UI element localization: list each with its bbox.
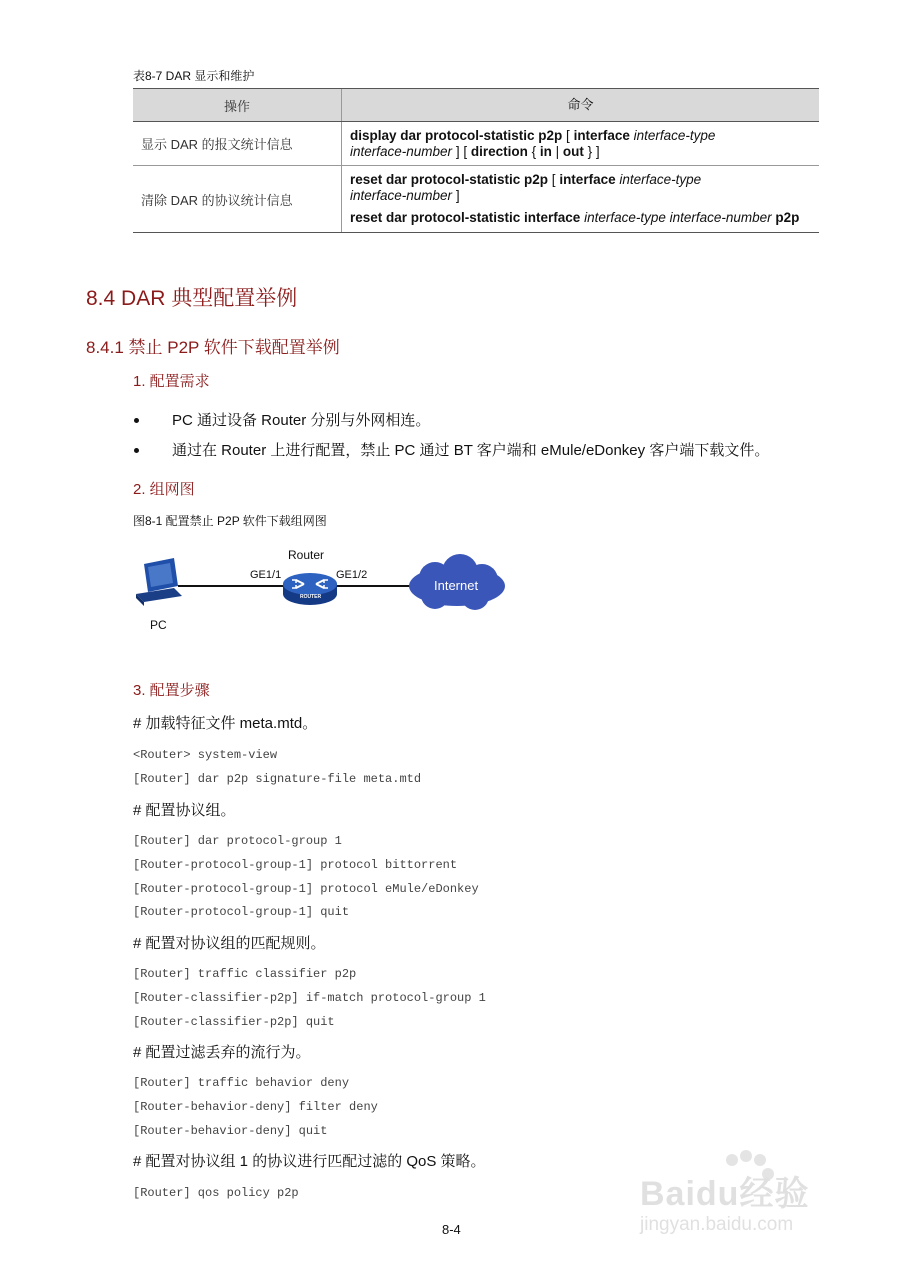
table-cell-operation: 显示 DAR 的报文统计信息	[133, 122, 342, 166]
steps-heading: 3. 配置步骤	[133, 682, 210, 699]
table-row	[133, 166, 819, 233]
command-line: interface-number ] [ direction { in | out } ]	[350, 143, 600, 159]
code-line: <Router> system-view	[133, 748, 278, 762]
code-line: [Router-protocol-group-1] quit	[133, 905, 350, 919]
command-line: display dar protocol-statistic p2p [ interface interface-type	[350, 127, 716, 143]
code-line: [Router] qos policy p2p	[133, 1186, 299, 1200]
subsection-title: 8.4.1 禁止 P2P 软件下载配置举例	[86, 338, 340, 357]
code-line: [Router] dar protocol-group 1	[133, 834, 342, 848]
table-cell-command	[342, 122, 820, 166]
table-cell-operation: 清除 DAR 的协议统计信息	[133, 166, 342, 233]
requirements-heading: 1. 配置需求	[133, 373, 210, 390]
code-line: [Router-classifier-p2p] if-match protocol-group 1	[133, 991, 486, 1005]
port-left-label: GE1/1	[250, 569, 282, 581]
table-row	[133, 122, 819, 166]
table-header-row	[133, 89, 819, 122]
command-line: reset dar protocol-statistic p2p [ interface interface-type	[350, 172, 702, 187]
requirement-item: 通过在 Router 上进行配置，禁止 PC 通过 BT 客户端和 eMule/eDonkey 客户端下载文件。	[172, 442, 770, 459]
bullet-dot	[134, 418, 139, 423]
router-badge: ROUTER	[300, 594, 322, 600]
step-comment: # 配置对协议组的匹配规则。	[133, 935, 326, 952]
step-comment: # 配置对协议组 1 的协议进行匹配过滤的 QoS 策略。	[133, 1153, 486, 1170]
pc-label: PC	[150, 618, 167, 632]
code-line: [Router-protocol-group-1] protocol eMule/eDonkey	[133, 882, 479, 896]
code-line: [Router-behavior-deny] quit	[133, 1124, 328, 1138]
command-table	[133, 88, 819, 233]
bullet-dot	[134, 448, 139, 453]
page-number: 8-4	[442, 1222, 461, 1237]
step-comment: # 配置过滤丢弃的流行为。	[133, 1044, 311, 1061]
figure-caption: 图8-1 配置禁止 P2P 软件下载组网图	[133, 514, 327, 528]
pc-icon	[136, 558, 182, 606]
code-line: [Router] dar p2p signature-file meta.mtd	[133, 772, 422, 786]
command-line: interface-number ]	[350, 188, 460, 203]
router-icon	[283, 573, 337, 605]
port-right-label: GE1/2	[336, 569, 368, 581]
code-line: [Router] traffic classifier p2p	[133, 967, 357, 981]
step-comment: # 配置协议组。	[133, 802, 236, 819]
code-line: [Router-classifier-p2p] quit	[133, 1015, 335, 1029]
code-line: [Router] traffic behavior deny	[133, 1076, 350, 1090]
table-cell-command	[342, 166, 820, 233]
table-header-operation: 操作	[133, 89, 342, 122]
requirement-item: PC 通过设备 Router 分别与外网相连。	[172, 412, 431, 429]
table-header-command: 命令	[342, 89, 820, 122]
network-heading: 2. 组网图	[133, 481, 195, 498]
step-comment: # 加载特征文件 meta.mtd。	[133, 715, 318, 732]
code-line: [Router-protocol-group-1] protocol bittorrent	[133, 858, 458, 872]
code-line: [Router-behavior-deny] filter deny	[133, 1100, 378, 1114]
table-caption: 表8-7 DAR 显示和维护	[133, 69, 255, 83]
router-label: Router	[288, 548, 325, 562]
watermark-brand: Baidu经验	[640, 1175, 810, 1213]
watermark-url: jingyan.baidu.com	[640, 1214, 794, 1235]
cloud-label: Internet	[434, 578, 479, 593]
command-line: reset dar protocol-statistic interface interface-type interface-number p2p	[350, 210, 800, 225]
section-title: 8.4 DAR 典型配置举例	[86, 287, 298, 310]
baidu-watermark	[640, 1148, 850, 1248]
